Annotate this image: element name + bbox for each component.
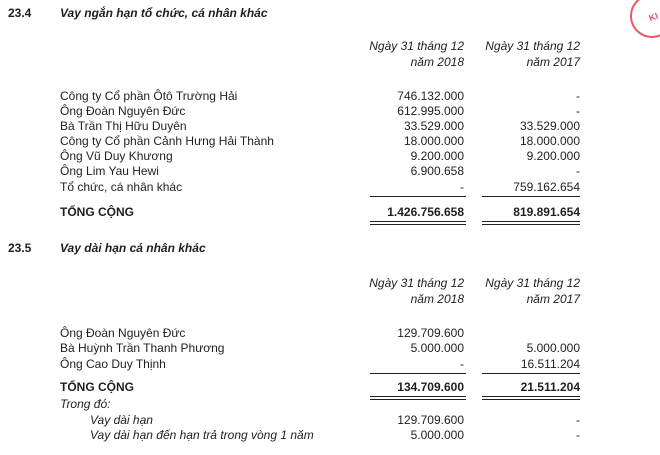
row-label: Ông Vũ Duy Khương: [60, 149, 173, 163]
col-header-2018: Ngày 31 tháng 12 năm 2018: [369, 276, 464, 306]
total-2017: 21.511.204: [520, 380, 580, 394]
row-label: Bà Huỳnh Trần Thanh Phương: [60, 341, 225, 355]
row-label: Công ty Cổ phần Ôtô Trường Hải: [60, 89, 238, 103]
value-2018: 746.132.000: [397, 89, 464, 103]
in-which-label: Trong đó:: [60, 397, 111, 411]
sub-value-2017: -: [576, 428, 580, 442]
subtotal-rule-2017: [482, 196, 580, 197]
total-label: TỔNG CỘNG: [60, 380, 134, 394]
row-label: Ông Đoàn Nguyên Đức: [60, 104, 186, 118]
section-title-long-term-loans: Vay dài hạn cá nhân khác: [60, 241, 206, 255]
sub-value-2018: 129.709.600: [397, 413, 464, 427]
total-label: TỔNG CỘNG: [60, 205, 134, 219]
value-2018: 33.529.000: [403, 119, 464, 133]
row-label: Bà Trần Thị Hữu Duyên: [60, 119, 187, 133]
value-2018: 9.200.000: [410, 149, 464, 163]
sub-value-2017: -: [576, 413, 580, 427]
value-2017: -: [576, 89, 580, 103]
value-2017: 18.000.000: [519, 134, 580, 148]
total-2017: 819.891.654: [513, 205, 580, 219]
value-2017: 9.200.000: [526, 149, 580, 163]
row-label: Ông Lim Yau Hewi: [60, 164, 159, 178]
sub-value-2018: 5.000.000: [410, 428, 464, 442]
value-2018: -: [460, 357, 464, 371]
section-number-23-4: 23.4: [8, 6, 32, 20]
col-header-2018: Ngày 31 tháng 12 năm 2018: [369, 39, 464, 69]
row-label: Ông Cao Duy Thịnh: [60, 357, 166, 371]
stamp-seal-text: KI: [647, 10, 660, 24]
section-number-23-5: 23.5: [8, 241, 32, 255]
col-header-2017: Ngày 31 tháng 12 năm 2017: [485, 276, 580, 306]
total-2018: 1.426.756.658: [387, 205, 464, 219]
sub-row-label: Vay dài hạn đến hạn trả trong vòng 1 năm: [90, 428, 314, 442]
value-2018: 129.709.600: [397, 326, 464, 340]
total-double-rule-2017: [482, 221, 580, 225]
value-2018: 18.000.000: [403, 134, 464, 148]
value-2018: 6.900.658: [410, 164, 464, 178]
total-double-rule-2018: [370, 221, 466, 225]
row-label: Ông Đoàn Nguyên Đức: [60, 326, 186, 340]
sub-row-label: Vay dài hạn: [90, 413, 153, 427]
value-2017: -: [576, 164, 580, 178]
value-2017: 5.000.000: [526, 341, 580, 355]
value-2017: 33.529.000: [519, 119, 580, 133]
total-2018: 134.709.600: [397, 380, 464, 394]
value-2017: 16.511.204: [520, 357, 580, 371]
total-double-rule-2018: [370, 396, 466, 400]
value-2017: -: [576, 104, 580, 118]
value-2017: 759.162.654: [513, 180, 580, 194]
section-title-short-term-loans: Vay ngắn hạn tổ chức, cá nhân khác: [60, 6, 268, 20]
total-double-rule-2017: [482, 396, 580, 400]
subtotal-rule-2018: [370, 373, 466, 374]
subtotal-rule-2017: [482, 373, 580, 374]
row-label: Tổ chức, cá nhân khác: [60, 180, 183, 194]
value-2018: -: [460, 180, 464, 194]
col-header-2017: Ngày 31 tháng 12 năm 2017: [485, 39, 580, 69]
value-2018: 5.000.000: [410, 341, 464, 355]
row-label: Công ty Cổ phần Cảnh Hưng Hải Thành: [60, 134, 274, 148]
value-2018: 612.995.000: [397, 104, 464, 118]
subtotal-rule-2018: [370, 196, 466, 197]
